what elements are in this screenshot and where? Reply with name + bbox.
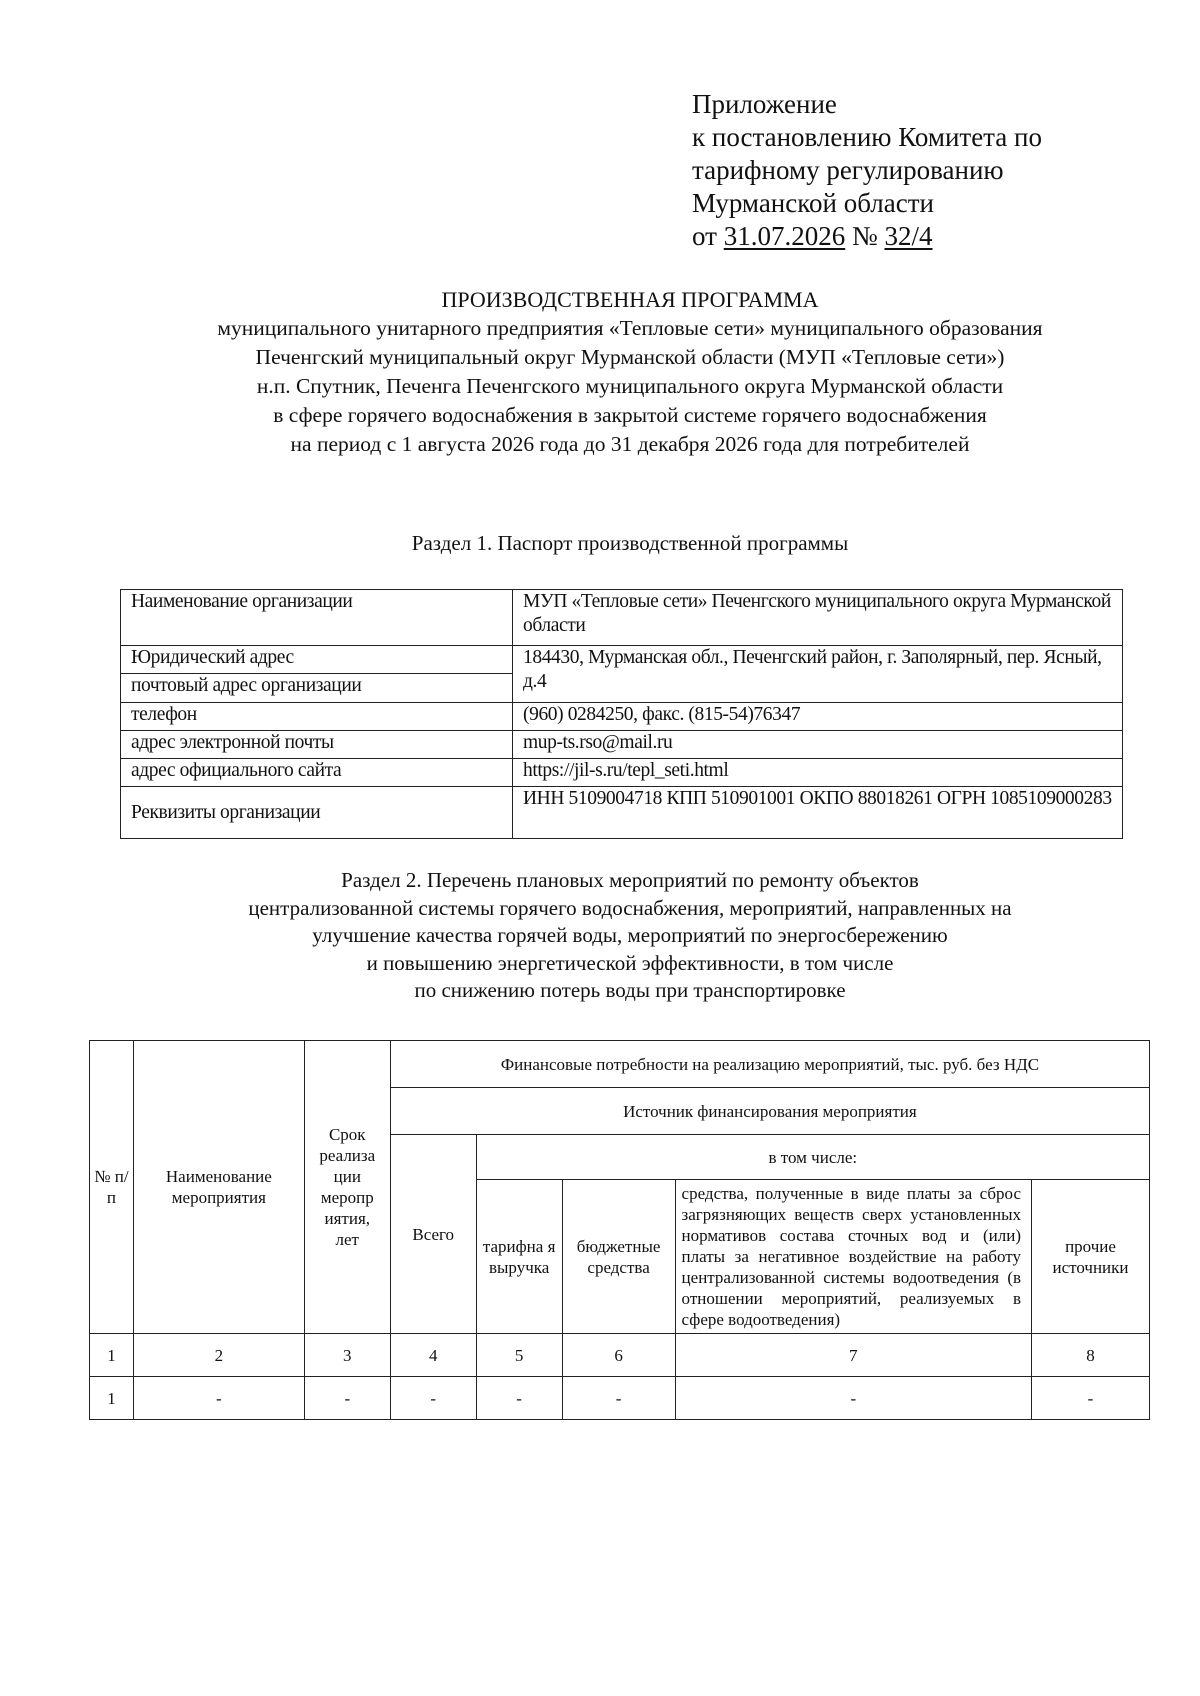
passport-table <box>120 589 1123 839</box>
title-line: н.п. Спутник, Печенга Печенгского муниципального округа Мурманской области <box>256 374 1004 398</box>
section2-heading <box>100 867 1160 1005</box>
passport-value: 184430, Мурманская обл., Печенгский район, г. Заполярный, пер. Ясный, д.4 <box>513 646 1123 703</box>
heading-line: улучшение качества горячей воды, мероприятий по энергосбережению <box>312 923 948 947</box>
section1-heading: Раздел 1. Паспорт производственной программы <box>411 531 849 555</box>
column-number: 6 <box>562 1334 675 1377</box>
table-row <box>90 1377 1150 1420</box>
header-including: в том числе: <box>476 1135 1149 1180</box>
appendix-line: Мурманской области <box>692 188 934 218</box>
table-row <box>121 646 1123 703</box>
table-row <box>121 590 1123 646</box>
program-title: ПРОИЗВОДСТВЕННАЯ ПРОГРАММА <box>441 287 819 312</box>
header-fees: средства, полученные в виде платы за сброс загрязняющих веществ сверх установленных нормативов состава сточных вод и (или) платы за негативное воздействие на работу централизованной системы водоотведения (в отношении мероприятий, реализуемых в сфере водоотведения) <box>675 1180 1031 1334</box>
title-line: Печенгский муниципальный округ Мурманской области (МУП «Тепловые сети») <box>255 345 1005 369</box>
table-row <box>121 787 1123 839</box>
column-number: 5 <box>476 1334 562 1377</box>
passport-label: Юридический адрес <box>121 646 512 674</box>
heading-line: по снижению потерь воды при транспортировке <box>414 978 846 1002</box>
table-cell: - <box>675 1377 1031 1420</box>
passport-label: телефон <box>121 703 513 731</box>
table-row <box>121 731 1123 759</box>
passport-label: почтовый адрес организации <box>131 675 362 696</box>
heading-line: Раздел 2. Перечень плановых мероприятий по ремонту объектов <box>341 868 919 892</box>
header-tariff-revenue: тарифна я выручка <box>476 1180 562 1334</box>
passport-label-cell <box>121 646 513 703</box>
date-prefix: от <box>692 221 717 251</box>
number-prefix: № <box>851 221 878 251</box>
column-number: 2 <box>133 1334 304 1377</box>
resolution-date-line <box>692 220 1162 253</box>
column-number: 7 <box>675 1334 1031 1377</box>
passport-value: mup-ts.rso@mail.ru <box>513 731 1123 759</box>
title-line: муниципального унитарного предприятия «Тепловые сети» муниципального образования <box>217 316 1043 340</box>
table-cell: - <box>390 1377 476 1420</box>
header-total: Всего <box>390 1135 476 1334</box>
heading-line: и повышению энергетической эффективности, в том числе <box>366 950 894 975</box>
column-number: 1 <box>90 1334 134 1377</box>
passport-value: ИНН 5109004718 КПП 510901001 ОКПО 88018261 ОГРН 1085109000283 <box>513 787 1123 839</box>
header-other-sources: прочие источники <box>1032 1180 1150 1334</box>
header-number: № п/п <box>90 1041 134 1334</box>
passport-label: адрес официального сайта <box>121 759 513 787</box>
resolution-number: 32/4 <box>884 221 933 251</box>
header-row <box>90 1041 1150 1088</box>
passport-value: https://jil-s.ru/tepl_seti.html <box>513 759 1123 787</box>
table-cell: 1 <box>90 1377 134 1420</box>
resolution-date: 31.07.2026 <box>723 221 846 251</box>
appendix-line: к постановлению Комитета по <box>692 122 1042 152</box>
passport-label: Реквизиты организации <box>121 787 513 839</box>
title-line: на период с 1 августа 2026 года до 31 декабря 2026 года для потребителей <box>290 432 970 456</box>
table-cell: - <box>1032 1377 1150 1420</box>
header-event-name: Наименование мероприятия <box>133 1041 304 1334</box>
table-row <box>121 759 1123 787</box>
passport-label: адрес электронной почты <box>121 731 513 759</box>
passport-value: МУП «Тепловые сети» Печенгского муниципального округа Мурманской области <box>513 590 1123 646</box>
table-cell: - <box>562 1377 675 1420</box>
title-line: в сфере горячего водоснабжения в закрытой системе горячего водоснабжения <box>273 403 987 427</box>
table-row <box>121 703 1123 731</box>
table-cell: - <box>304 1377 390 1420</box>
appendix-title: Приложение <box>692 89 837 119</box>
column-number: 4 <box>390 1334 476 1377</box>
header-funding-source: Источник финансирования мероприятия <box>390 1088 1149 1135</box>
table-cell: - <box>133 1377 304 1420</box>
heading-line: централизованной системы горячего водоснабжения, мероприятий, направленных на <box>248 895 1012 920</box>
appendix-line: тарифному регулированию <box>692 155 1004 185</box>
column-numbers-row <box>90 1334 1150 1377</box>
column-number: 3 <box>304 1334 390 1377</box>
program-title-block <box>100 285 1160 459</box>
passport-value: (960) 0284250, факс. (815-54)76347 <box>513 703 1123 731</box>
table-cell: - <box>476 1377 562 1420</box>
events-table <box>89 1040 1150 1420</box>
header-budget: бюджетные средства <box>562 1180 675 1334</box>
header-term: Срок реализа ции меропр иятия, лет <box>304 1041 390 1334</box>
header-financial-needs: Финансовые потребности на реализацию мероприятий, тыс. руб. без НДС <box>390 1041 1149 1088</box>
appendix-block <box>692 88 1162 253</box>
column-number: 8 <box>1032 1334 1150 1377</box>
passport-label: Наименование организации <box>121 590 513 646</box>
